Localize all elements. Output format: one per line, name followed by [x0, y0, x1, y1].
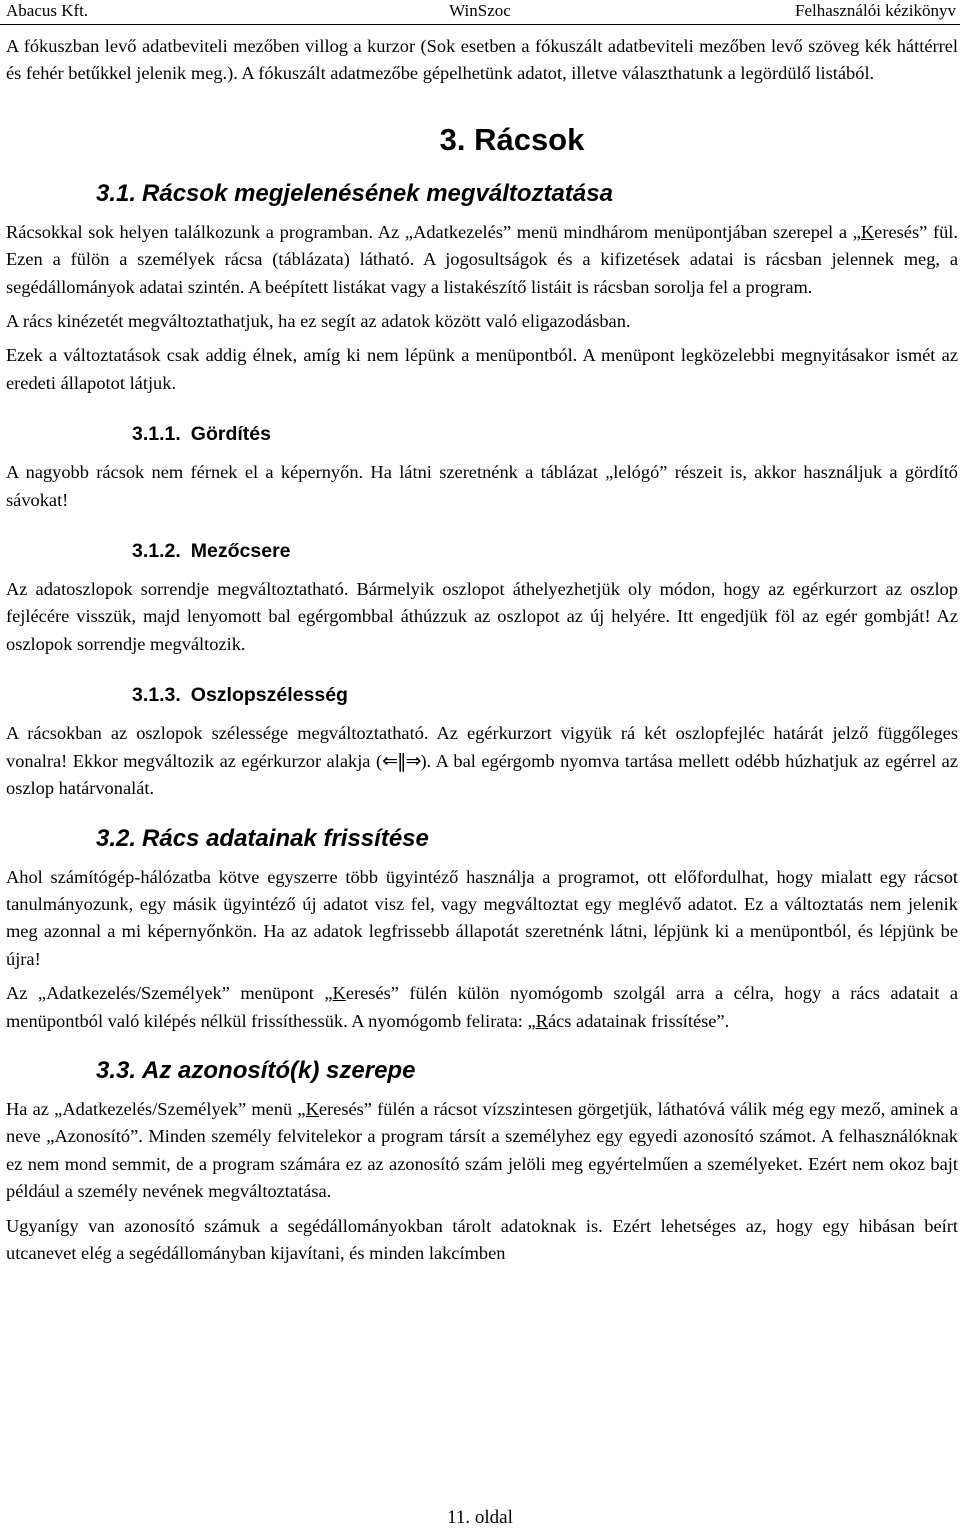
section-3-3-paragraph-2: Ugyanígy van azonosító számuk a segédállományokban tárolt adatoknak is. Ezért lehetséges az, hogy egy hibásan beírt utcanevet elég a segédállományban kijavítani, és minden lakcímben: [6, 1215, 958, 1263]
page-number: 11. oldal: [447, 1507, 513, 1528]
section-3-2-paragraph-1: Ahol számítógép-hálózatba kötve egyszerre több ügyintéző használja a programot, ott előfordulhat, hogy mialatt egy rácsot tanulmányozunk, egy másik ügyintéző új adatot visz fel, vagy megváltoztat egy meglévő adatot. Ez a változtatás nem jelenik meg azonnal a mi képernyőnkön. Ha az adatok legfrissebb állapotát szeretnénk látni, lépjünk ki a menüpontból, és lépjünk be újra!: [6, 866, 958, 969]
text-run: A rácsokban az oszlopok szélessége megváltoztatható. Az egérkurzort vigyük rá két oszlopfejléc határát jelző függőleges vonalra! Ekkor megváltozik az egérkurzor alakja (: [6, 723, 958, 771]
section-3-1-heading: [96, 179, 958, 209]
section-number: 3.2.: [96, 824, 137, 852]
section-number: 3.1.: [96, 179, 137, 207]
page-content: [6, 33, 958, 1267]
underlined-hotkey: R: [535, 1010, 548, 1031]
page-header: [0, 0, 960, 25]
section-3-1-paragraph-1: [6, 219, 958, 301]
text-run: Az „Adatkezelés/Személyek” menüpont „: [6, 983, 333, 1004]
text-run: eresés” fülén külön nyomógomb szolgál arra a célra, hogy a rács adatait a menüpontból való kilépés nélkül frissíthessük. A nyomógomb felirata: „: [6, 983, 958, 1031]
section-number: 3.1.2.: [132, 540, 181, 563]
section-title: Mezőcsere: [190, 540, 291, 563]
section-number: 3.1.3.: [132, 684, 181, 707]
section-number: 3.3.: [96, 1056, 137, 1084]
underlined-hotkey: K: [860, 221, 875, 242]
intro-paragraph: A fókuszban levő adatbeviteli mezőben villog a kurzor (Sok esetben a fókuszált adatbeviteli mezőben levő szöveg kék háttérrel és fehér betűkkel jelenik meg.). A fókuszált adatmezőbe gépelhetünk adatot, illetve választhatunk a legördülő listából.: [6, 36, 958, 84]
section-3-1-paragraph-3: Ezek a változtatások csak addig élnek, amíg ki nem lépünk a menüpontból. A menüpont legközelebbi megnyitásakor ismét az eredeti állapotot látjuk.: [6, 345, 958, 393]
section-3-1-3-heading: [132, 682, 958, 708]
text-run: eresés” fülén a rácsot vízszintesen görgetjük, láthatóvá válik még egy mező, aminek a neve „Azonosító”. Minden személy felvitelekor a program társít a személyhez egy egyedi azonosító számot. A felhasználóknak ez nem mond semmit, de a program számára ez az azonosító szám jelöli meg egyértelműen a személyeket. Ezért nem okoz bajt például a személy nevének megváltoztatása.: [6, 1098, 958, 1202]
section-title: Gördítés: [190, 423, 271, 446]
text-run: eresés” fül. Ezen a fülön a személyek rácsa (táblázata) látható. A jogosultságok és a kifizetések adatai is rácsban jelennek meg, a segédállományok adatai szintén. A beépített listákat vagy a listakészítő listáit is rácsban sorolja fel a program.: [6, 221, 958, 297]
section-3-1-paragraph-2: A rács kinézetét megváltoztathatjuk, ha ez segít az adatok között való eligazodásban.: [6, 311, 631, 332]
underlined-hotkey: K: [332, 983, 346, 1004]
section-3-1-2-paragraph: Az adatoszlopok sorrendje megváltoztatható. Bármelyik oszlopot áthelyezhetjük oly módon, hogy az egérkurzort az oszlop fejlécére visszük, majd lenyomott bal egérgombbal áthúzzuk az oszlopot az új helyére. Itt engedjük föl az egér gombját! Az oszlopok sorrendje megváltozik.: [6, 579, 958, 654]
section-3-3-paragraph-1: [6, 1096, 958, 1206]
section-3-1-1-heading: [132, 421, 958, 447]
text-run: Rácsokkal sok helyen találkozunk a programban. Az „Adatkezelés” menü mindhárom menüpontjában szerepel a „: [6, 221, 861, 242]
text-run: ). A bal egérgomb nyomva tartása mellett odébb húzhatjuk az egérrel az oszlop határvonalát.: [6, 750, 958, 799]
section-3-1-2-heading: [132, 538, 958, 564]
section-title: Rács adatainak frissítése: [142, 824, 429, 852]
section-title: Az azonosító(k) szerepe: [142, 1056, 416, 1084]
section-3-1-1-paragraph: A nagyobb rácsok nem férnek el a képernyőn. Ha látni szeretnénk a táblázat „lelógó” részeit is, akkor használjuk a gördítő sávokat!: [6, 462, 958, 510]
header-company: Abacus Kft.: [6, 1, 89, 20]
section-3-2-paragraph-2: [6, 980, 958, 1035]
section-title: Rácsok megjelenésének megváltoztatása: [142, 179, 613, 207]
header-app-name: WinSzoc: [449, 1, 511, 20]
underlined-hotkey: K: [305, 1098, 319, 1119]
resize-cursor-icon: ⇐‖⇒: [382, 749, 421, 772]
header-doc-title: Felhasználói kézikönyv: [795, 1, 956, 20]
section-3-2-heading: [96, 824, 958, 854]
section-3-3-heading: [96, 1056, 958, 1086]
text-run: ács adatainak frissítése”.: [547, 1010, 730, 1031]
section-3-heading: 3. Rácsok: [439, 121, 585, 157]
text-run: Ha az „Adatkezelés/Személyek” menü „: [6, 1098, 306, 1119]
section-3-1-3-paragraph: [6, 720, 958, 802]
section-number: 3.1.1.: [132, 423, 181, 446]
section-title: Oszlopszélesség: [190, 684, 348, 707]
